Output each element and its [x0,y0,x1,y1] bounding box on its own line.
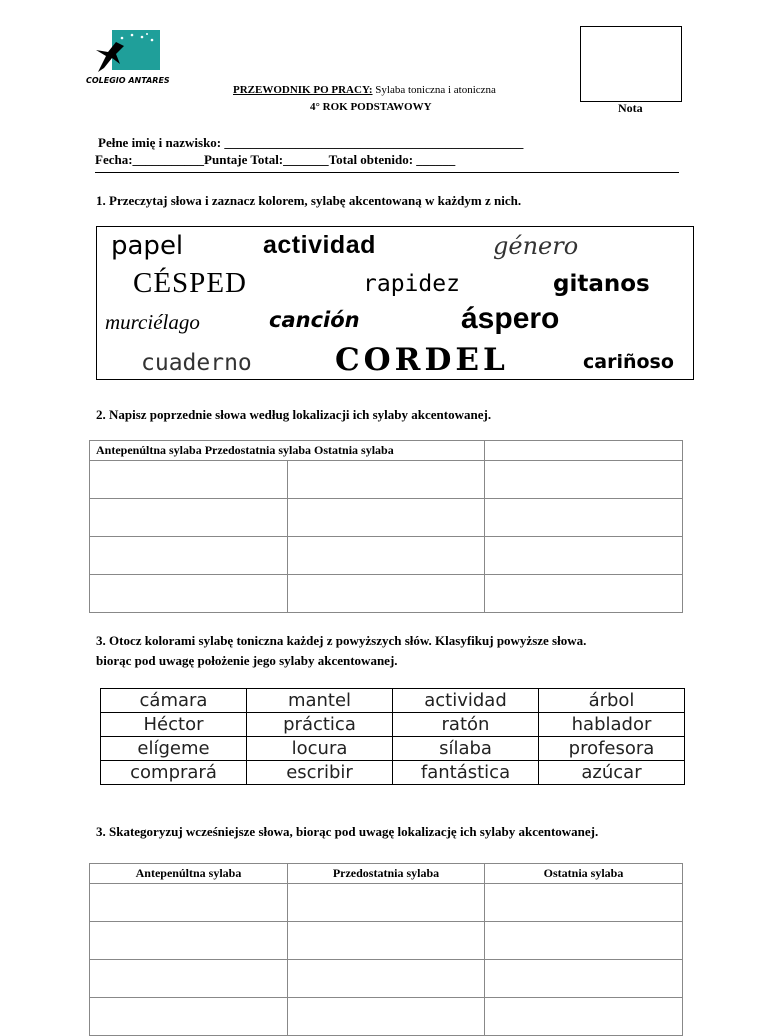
table-row [90,461,683,499]
table-row [90,960,683,998]
word-cell: árbol [539,689,685,713]
runner-icon [86,38,136,78]
answer-cell[interactable] [288,461,485,499]
answer-cell[interactable] [90,998,288,1036]
word-cell: azúcar [539,761,685,785]
question-3-line-2: biorąc pod uwagę położenie jego sylaby akcentowanej. [96,653,398,668]
answer-cell[interactable] [485,575,683,613]
word-cell: elígeme [101,737,247,761]
answer-cell[interactable] [90,884,288,922]
school-name: COLEGIO ANTARES [86,76,170,85]
table-row [90,537,683,575]
answer-table-1 [89,440,683,613]
word-cell: cámara [101,689,247,713]
word-cell: práctica [247,713,393,737]
word-cuaderno: cuaderno [141,350,252,376]
answer-cell[interactable] [485,960,683,998]
answer-cell[interactable] [485,499,683,537]
word-row [101,737,685,761]
word-actividad: actividad [263,231,376,259]
word-row [101,761,685,785]
word-cell: comprará [101,761,247,785]
question-2: 2. Napisz poprzednie słowa według lokalizacji ich sylaby akcentowanej. [96,407,492,422]
word-genero: género [493,232,579,260]
question-1: 1. Przeczytaj słowa i zaznacz kolorem, sylabę akcentowaną w każdym z nich. [96,193,522,208]
table-2-header-antepenultima: Antepenúltna sylaba [90,864,288,884]
answer-cell[interactable] [90,499,288,537]
word-grid [100,688,685,785]
answer-cell[interactable] [485,922,683,960]
word-cell: profesora [539,737,685,761]
question-3-line-1: 3. Otocz kolorami sylabę toniczna każdej z powyższych słów. Klasyfikuj powyższe słowa. [96,633,587,648]
word-cell: mantel [247,689,393,713]
word-carinoso: cariñoso [583,351,674,373]
title-rest: Sylaba toniczna i atoniczna [372,84,496,96]
table-row [90,884,683,922]
table-2-header-ultima: Ostatnia sylaba [485,864,683,884]
title-bold: PRZEWODNIK PO PRACY: [233,84,373,96]
word-row [101,689,685,713]
answer-cell[interactable] [90,960,288,998]
grade-label: 4° ROK PODSTAWOWY [310,101,432,113]
grade-box[interactable] [580,26,682,102]
answer-cell[interactable] [485,998,683,1036]
answer-cell[interactable] [90,461,288,499]
word-gitanos: gitanos [553,271,650,297]
word-cell: hablador [539,713,685,737]
word-cordel: CORDEL [335,342,509,378]
word-murcielago: murciélago [105,310,200,334]
answer-cell[interactable] [90,575,288,613]
word-cell: actividad [393,689,539,713]
word-box [96,226,694,380]
question-4: 3. Skategoryzuj wcześniejsze słowa, biorąc pod uwagę lokalizację ich sylaby akcentowanej. [96,824,599,839]
table-row [90,499,683,537]
answer-cell[interactable] [288,575,485,613]
school-logo [86,30,186,90]
answer-cell[interactable] [90,922,288,960]
answer-cell[interactable] [288,537,485,575]
answer-cell[interactable] [288,922,485,960]
table-1-header-empty [485,441,683,461]
answer-cell[interactable] [288,884,485,922]
answer-cell[interactable] [485,884,683,922]
answer-cell[interactable] [288,960,485,998]
word-cell: Héctor [101,713,247,737]
table-1-header: Antepenúltna sylaba Przedostatnia sylaba Ostatnia sylaba [90,441,485,461]
word-papel: papel [111,231,184,261]
page-title [233,84,496,96]
word-cesped: CÉSPED [133,267,247,299]
word-aspero: áspero [461,302,560,335]
answer-cell[interactable] [288,499,485,537]
date-score-field[interactable]: Fecha:___________Puntaje Total:_______Total obtenido: ______ [95,152,456,167]
table-2-header-penultima: Przedostatnia sylaba [288,864,485,884]
word-cell: sílaba [393,737,539,761]
nota-label: Nota [618,101,643,115]
word-cell: escribir [247,761,393,785]
word-row [101,713,685,737]
word-cell: fantástica [393,761,539,785]
table-row [90,998,683,1036]
divider [95,172,679,173]
word-cell: ratón [393,713,539,737]
answer-cell[interactable] [485,461,683,499]
answer-cell[interactable] [90,537,288,575]
word-cell: locura [247,737,393,761]
table-row [90,922,683,960]
answer-cell[interactable] [288,998,485,1036]
word-rapidez: rapidez [363,271,460,297]
name-field[interactable]: Pełne imię i nazwisko: ______________________________________________ [98,135,524,150]
answer-table-2 [89,863,683,1036]
word-cancion: canción [269,308,360,332]
table-row [90,575,683,613]
answer-cell[interactable] [485,537,683,575]
